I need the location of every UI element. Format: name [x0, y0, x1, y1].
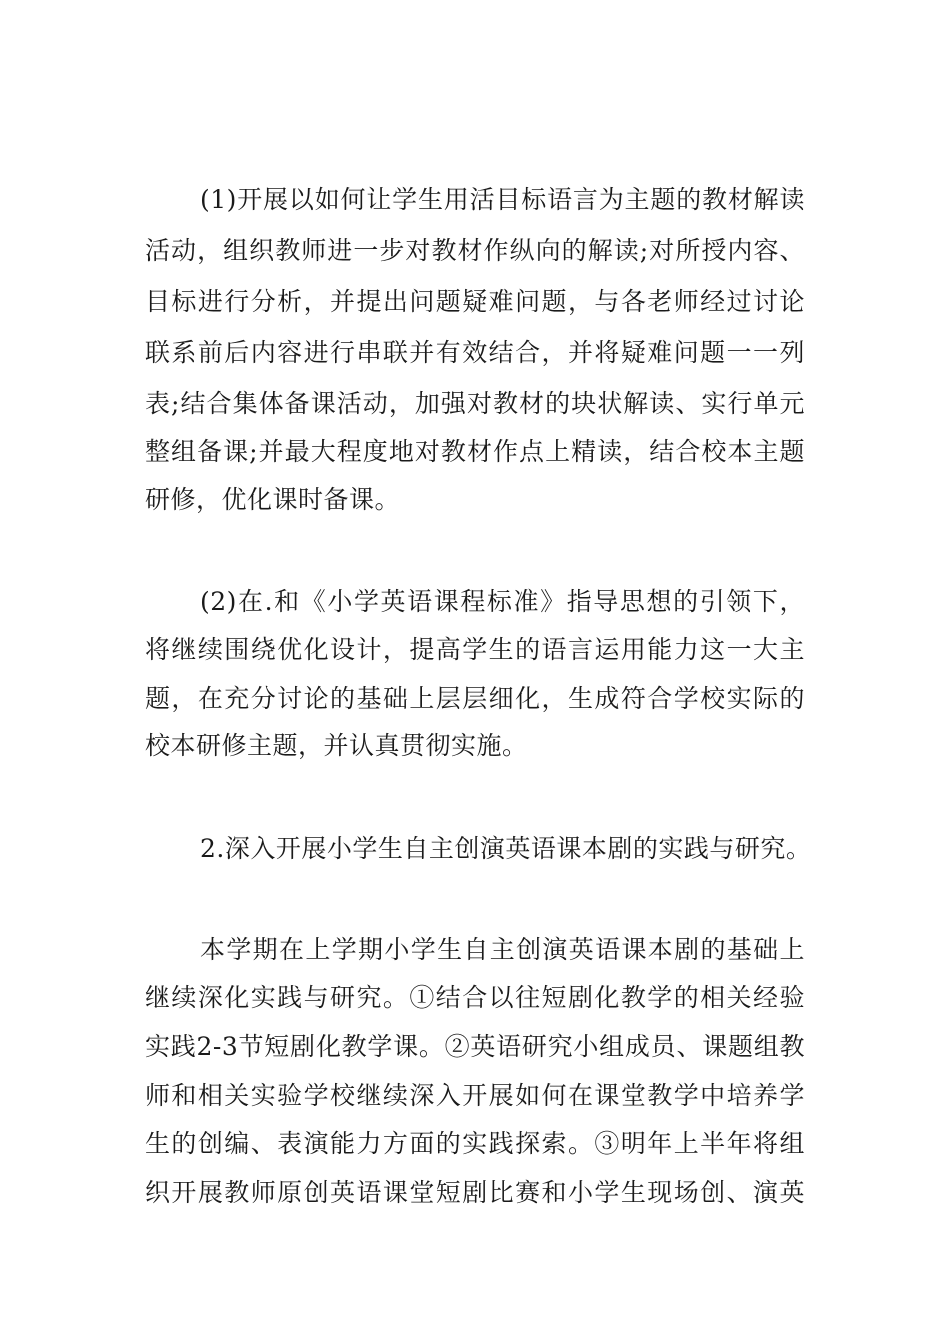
paragraph-3-line-1: 本学期在上学期小学生自主创演英语课本剧的基础上 — [200, 935, 805, 964]
paragraph-2-line-1: (2)在.和《小学英语课程标准》指导思想的引领下， — [200, 587, 805, 616]
paragraph-1-line-1: (1)开展以如何让学生用活目标语言为主题的教材解读 — [200, 185, 805, 214]
paragraph-1-line-4: 联系前后内容进行串联并有效结合，并将疑难问题一一列 — [145, 338, 805, 367]
paragraph-2-line-2: 将继续围绕优化设计，提高学生的语言运用能力这一大主 — [145, 635, 805, 664]
paragraph-1-line-3: 目标进行分析，并提出问题疑难问题，与各老师经过讨论 — [145, 287, 805, 316]
paragraph-1-line-6: 整组备课;并最大程度地对教材作点上精读，结合校本主题 — [145, 437, 805, 466]
paragraph-1-line-5: 表;结合集体备课活动，加强对教材的块状解读、实行单元 — [145, 389, 805, 418]
paragraph-2-line-4: 校本研修主题，并认真贯彻实施。 — [145, 731, 528, 760]
paragraph-2-line-3: 题，在充分讨论的基础上层层细化，生成符合学校实际的 — [145, 684, 805, 713]
paragraph-3-line-3: 实践2-3节短剧化教学课。②英语研究小组成员、课题组教 — [145, 1032, 805, 1061]
section-heading-2: 2.深入开展小学生自主创演英语课本剧的实践与研究。 — [200, 834, 812, 863]
paragraph-3-line-4: 师和相关实验学校继续深入开展如何在课堂教学中培养学 — [145, 1081, 805, 1110]
paragraph-3-line-5: 生的创编、表演能力方面的实践探索。③明年上半年将组 — [145, 1129, 805, 1158]
paragraph-1-line-7: 研修，优化课时备课。 — [145, 485, 401, 514]
paragraph-3-line-2: 继续深化实践与研究。①结合以往短剧化教学的相关经验 — [145, 983, 805, 1012]
paragraph-1-line-2: 活动，组织教师进一步对教材作纵向的解读;对所授内容、 — [145, 236, 805, 265]
paragraph-3-line-6: 织开展教师原创英语课堂短剧比赛和小学生现场创、演英 — [145, 1178, 805, 1207]
